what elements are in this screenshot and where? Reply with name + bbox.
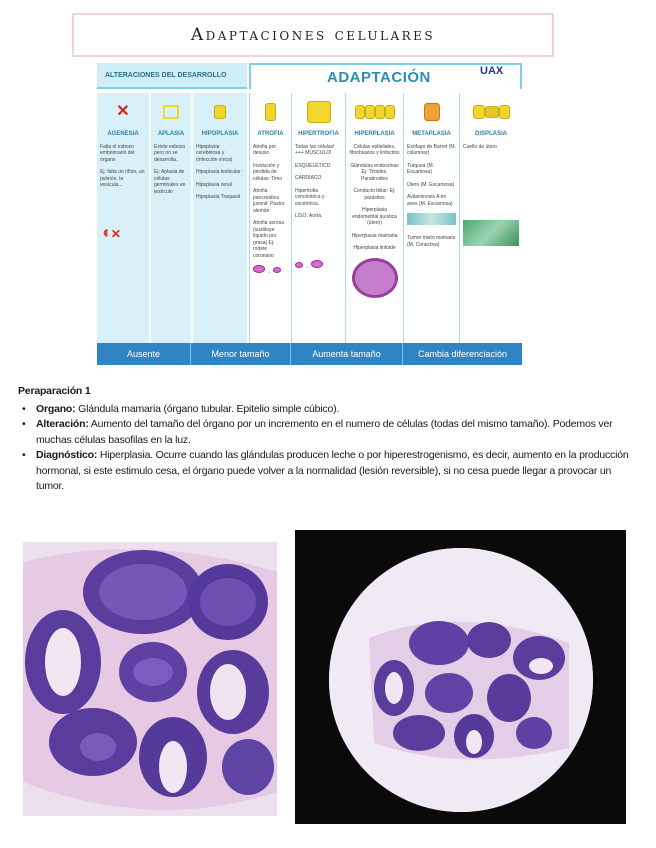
- bullet-text: Aumento del tamaño del órgano por un incremento en el numero de células (todas del mismo tamaño). Podemos ver muchas células basofilas en la luz.: [36, 418, 613, 446]
- column-hipertrofia: [291, 93, 345, 343]
- column-text: Hipoplasia Traqueal: [196, 194, 241, 200]
- development-band: ALTERACIONES DEL DESARROLLO: [97, 63, 247, 89]
- column-head: HIPERTROFIA: [298, 131, 339, 137]
- bullet-text: Glándula mamaria (órgano tubular. Epitelio simple cúbico).: [75, 402, 340, 415]
- orange-sponge-icon: [407, 95, 456, 129]
- column-text: Hipoplasia testicular: [196, 169, 241, 175]
- shrinking-cell-icon: →: [253, 265, 288, 276]
- column-text: Falta el esbozo embrionario del órgano: [100, 143, 135, 163]
- column-text: Útero (M. Escamosa): [407, 181, 455, 188]
- column-text: Tumor mixto mamario (M. Conectiva): [407, 235, 456, 248]
- micrograph-closeup-image: [23, 542, 277, 816]
- column-aplasia: [151, 93, 191, 343]
- column-head: HIPOPLASIA: [201, 131, 239, 137]
- column-metaplasia: [403, 93, 459, 343]
- title-box: [72, 13, 554, 57]
- column-text: Ej: falta un riñón, un pulmón, la vesícula...: [100, 169, 145, 188]
- column-text: Hipoplasia cerebelosa y (infección vírica): [196, 143, 233, 163]
- thin-sponge-icon: [253, 95, 288, 129]
- column-head: DISPLASIA: [474, 131, 507, 137]
- column-text: Todas las células! +++ MÚSCULO!: [295, 143, 335, 156]
- column-text: Tráquea (M. Escamosa): [407, 162, 435, 175]
- footer-aumenta-tamano: Aumenta tamaño: [291, 343, 403, 365]
- column-text: Glándulas endocrinas Ej: Tiroides, Paratiroides: [350, 162, 399, 182]
- adaptation-title: ADAPTACIÓN: [327, 69, 431, 86]
- column-text: Hiperplasia mamaria: [351, 232, 398, 239]
- footer-menor-tamano: Menor tamaño: [191, 343, 291, 365]
- column-text: Conducto biliar: Ej: parásitos: [353, 188, 396, 201]
- column-text: Atrofia pancreática juvenil: Pastor alemán: [253, 188, 285, 214]
- bullet-text: Hiperplasia. Ocurre cuando las glándulas producen leche o por hiperestrogenismo, es decir, aumento en la producción hormonal, si este estimulo cesa, el órgano puede volver a la normalidad (lesión reversible), si no cesa puede llegar a provocar un tumor.: [36, 449, 629, 492]
- enlarging-cell-icon: →: [295, 260, 342, 271]
- column-head: ATROFIA: [257, 131, 284, 137]
- column-text: Atrofia por desuso: [253, 143, 277, 156]
- column-text: Hiperplasia endometrial quística (útero): [352, 207, 397, 226]
- column-head: HIPERPLASIA: [354, 131, 395, 137]
- column-text: Avitaminosis A en aves (M. Escamosa): [407, 194, 453, 207]
- micrograph-microscope-view: [295, 530, 626, 824]
- page-title: Adaptaciones celulares: [190, 25, 436, 45]
- column-text: Cuello de útero: [463, 143, 497, 150]
- small-sponge-icon: [196, 95, 244, 129]
- description-section: [18, 384, 638, 495]
- column-text: Hipoplasia renal: [196, 181, 232, 188]
- microscope-field: [329, 548, 593, 812]
- infographic: [97, 63, 522, 365]
- pacman-x-icon: ◖✕: [100, 221, 121, 242]
- column-head: AGENESIA: [107, 131, 139, 137]
- footer-cambia-diferenciacion: Cambia diferenciación: [403, 343, 522, 365]
- column-atrofia: [249, 93, 291, 343]
- muscular-sponge-icon: [295, 95, 342, 129]
- footer-ausente: Ausente: [97, 343, 191, 365]
- column-text: Atrofia serosa (sustituye líquido por grasa) Ej: rodete coronario: [253, 220, 284, 259]
- empty-square-icon: [154, 95, 188, 129]
- bullet-label: Alteración:: [36, 418, 89, 430]
- column-text: ESQUELÉTICO: [295, 162, 331, 169]
- column-hipoplasia: [193, 93, 247, 343]
- column-text: Involución y pérdida de células: Timo: [253, 162, 283, 182]
- bullet-label: Diagnóstico:: [36, 449, 98, 461]
- sponge-crowd-icon: [463, 95, 519, 129]
- column-hiperplasia: [345, 93, 403, 343]
- bullet-label: Organo:: [36, 402, 76, 415]
- column-head: METAPLASIA: [412, 131, 451, 137]
- bullet-organo: [18, 402, 638, 418]
- section-heading: Peraparación 1: [18, 385, 91, 397]
- bullet-alteracion: [18, 417, 638, 448]
- epithelium-strip-image: [407, 213, 456, 225]
- sponge-group-icon: [349, 95, 400, 129]
- x-mark-icon: ✕: [116, 102, 130, 120]
- column-text: Células epiteliales, fibroblastos y linfocitos: [349, 143, 400, 156]
- column-text: LISO: Aorta.: [295, 213, 323, 219]
- column-displasia: [459, 93, 522, 343]
- column-text: CARDIACO: [295, 175, 322, 181]
- bullet-diagnostico: [18, 448, 638, 495]
- column-text: Hipertrofia concéntrica y excéntrica.: [295, 187, 325, 207]
- column-text: Existe esbozo pero no se desarrolla.: [154, 143, 186, 163]
- dysplasia-micrograph-image: [463, 220, 519, 246]
- microscope-field-image: [329, 548, 593, 812]
- brand-logo: UAX: [480, 65, 504, 77]
- hyperplasia-cell-illustration: [352, 258, 398, 298]
- column-head: APLASIA: [157, 131, 185, 137]
- column-text: Hiperplasia linfoide: [353, 245, 396, 251]
- micrograph-closeup: [23, 542, 277, 816]
- column-agenesia: [97, 93, 149, 343]
- column-text: Ej: Aplasia de células germinales en testículo: [154, 169, 186, 195]
- column-text: Esófago de Barret (M. columnar): [407, 143, 456, 156]
